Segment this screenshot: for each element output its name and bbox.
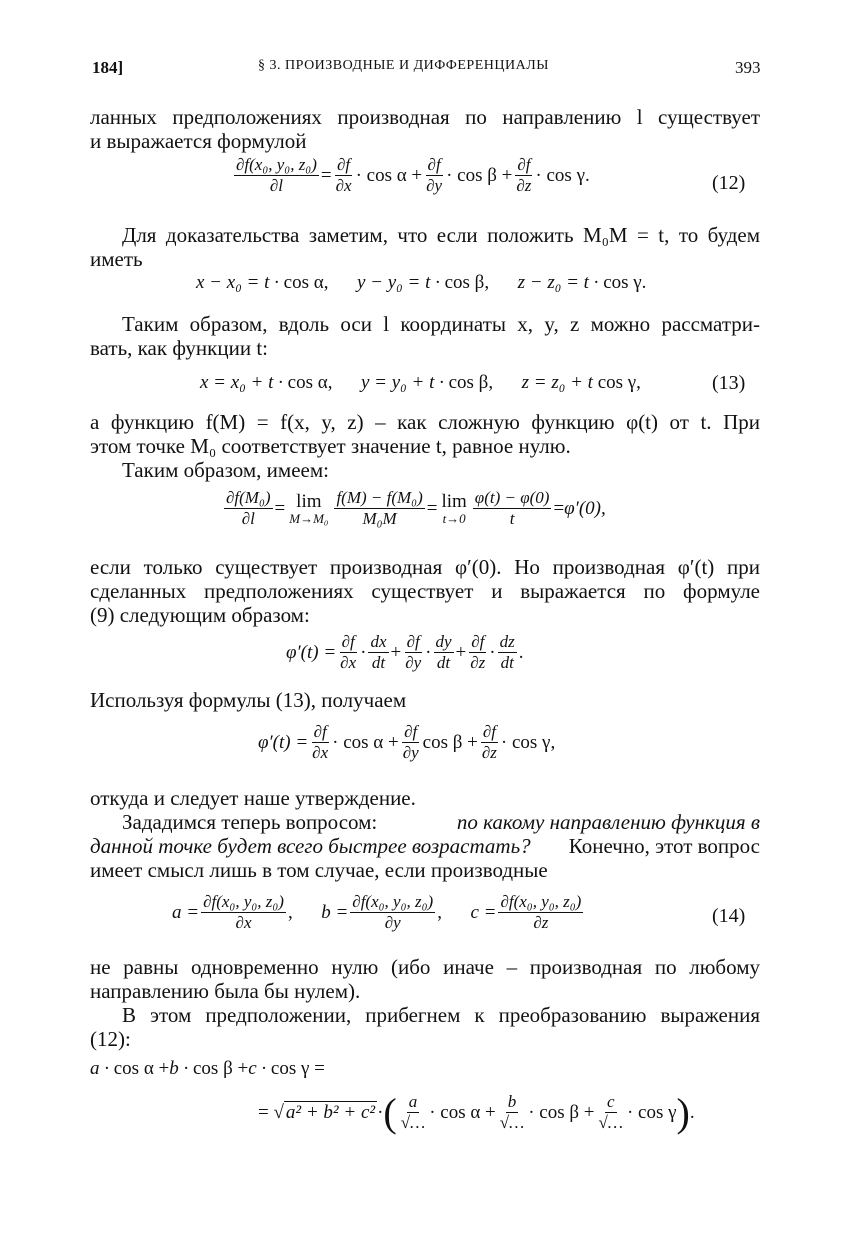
text-line: Таким образом, вдоль оси l координаты x, y, z можно рассматри- [122, 312, 760, 336]
page-number: 393 [735, 58, 761, 77]
equation-transform-line2: = √ a² + b² + c² · ( $\frac{a}{√\dots}$ · cos α + $\frac{b}{√\dots}$ · cos β + $\frac{c}{√\dots}$ · cos γ ) . [258, 1089, 695, 1135]
text-line: сделанных предположениях существует и выражается по формуле [90, 579, 760, 603]
running-head: § 3. ПРОИЗВОДНЫЕ И ДИФФЕРЕНЦИАЛЫ [258, 58, 549, 73]
text-line: а функцию f(M) = f(x, y, z) – как сложную функцию φ(t) от t. При [90, 410, 760, 434]
text-line: и выражается формулой [90, 129, 307, 153]
section-number: 184] [92, 58, 124, 77]
equation-number: (14) [712, 905, 746, 927]
text-line: ланных предположениях производная по направлению l существует [90, 105, 760, 129]
equation-derivative: φ′(t) = $\frac{\partial f}{\partial x}$ · cos α + $\frac{\partial f}{\partial y}$ cos β + $\frac{\partial f}{\partial z}$ · cos γ, [258, 722, 556, 762]
equation-12: $\frac{\text{∂f(x₀, y₀, z₀)}}{\partial l}$ = $\frac{\partial f}{\partial x}$ · cos α + $\frac{\partial f}{\partial y}$ · cos β + $\frac{\partial f}{\partial z}$ · cos γ. [236, 155, 590, 195]
text-line: вать, как функции t: [90, 336, 268, 360]
equation-13: x = x₀ + t · cos α, y = y₀ + t · cos β, z = z₀ + t cos γ, [200, 372, 641, 393]
equation-displacement: x − x₀ = t · cos α, y − y₀ = t · cos β, z − z₀ = t · cos γ. [196, 272, 647, 293]
text-span: Конечно, этот вопрос [563, 834, 760, 858]
text-line: (12): [90, 1027, 131, 1051]
text-line: Используя формулы (13), получаем [90, 688, 407, 712]
text-line [122, 810, 760, 834]
text-span: Зададимся теперь вопросом: [122, 810, 383, 834]
emphasis-span: по какому направлению функция в [456, 810, 760, 834]
equation-14: a = $\frac{\text{∂f(x₀, y₀, z₀)}}{\partial x}$ , b = $\frac{\text{∂f(x₀, y₀, z₀)}}{\partial y}$ , c = $\frac{\text{∂f(x₀, y₀, z₀)}}{\partial z}$ [172, 892, 582, 932]
emphasis-span: данной точке будет всего быстрее возрастать? [90, 834, 531, 858]
text-line: направлению была бы нулем). [90, 979, 361, 1003]
text-line: (9) следующим образом: [90, 603, 310, 627]
text-line: иметь [90, 247, 143, 271]
text-line: Таким образом, имеем: [122, 458, 329, 482]
equation-number: (12) [712, 172, 746, 194]
text-line: В этом предположении, прибегнем к преобразованию выражения [122, 1003, 760, 1027]
text-line [90, 834, 760, 858]
equation-number: (13) [712, 372, 746, 394]
equation-chain-rule: φ′(t) = $\frac{\partial f}{\partial x}$ · $\frac{dx}{dt}$ + $\frac{\partial f}{\partial y}$ · $\frac{dy}{dt}$ + $\frac{\partial f}{\partial z}$ · $\frac{dz}{dt}$ . [286, 632, 524, 672]
text-line: имеет смысл лишь в том случае, если производные [90, 858, 548, 882]
text-line: этом точке M₀ соответствует значение t, равное нулю. [90, 434, 571, 458]
text-line: если только существует производная φ′(0). Но производная φ′(t) при [90, 555, 760, 579]
text-line: откуда и следует наше утверждение. [90, 786, 416, 810]
equation-limit: $\frac{\text{∂f(M₀)}}{\partial l}$ = lim M→M₀ $\frac{\text{f(M) − f(M₀)}}{\text{M₀M}}$ = lim t→0 $\frac{\varphi(t) - \varphi(0)}{t}$ = φ′(0), [226, 488, 606, 528]
text-line: не равны одновременно нулю (ибо иначе – производная по любому [90, 955, 760, 979]
text-line: Для доказательства заметим, что если положить M₀M = t, то будем [122, 223, 760, 247]
equation-transform-line1: a · cos α + b · cos β + c · cos γ = [90, 1058, 325, 1079]
